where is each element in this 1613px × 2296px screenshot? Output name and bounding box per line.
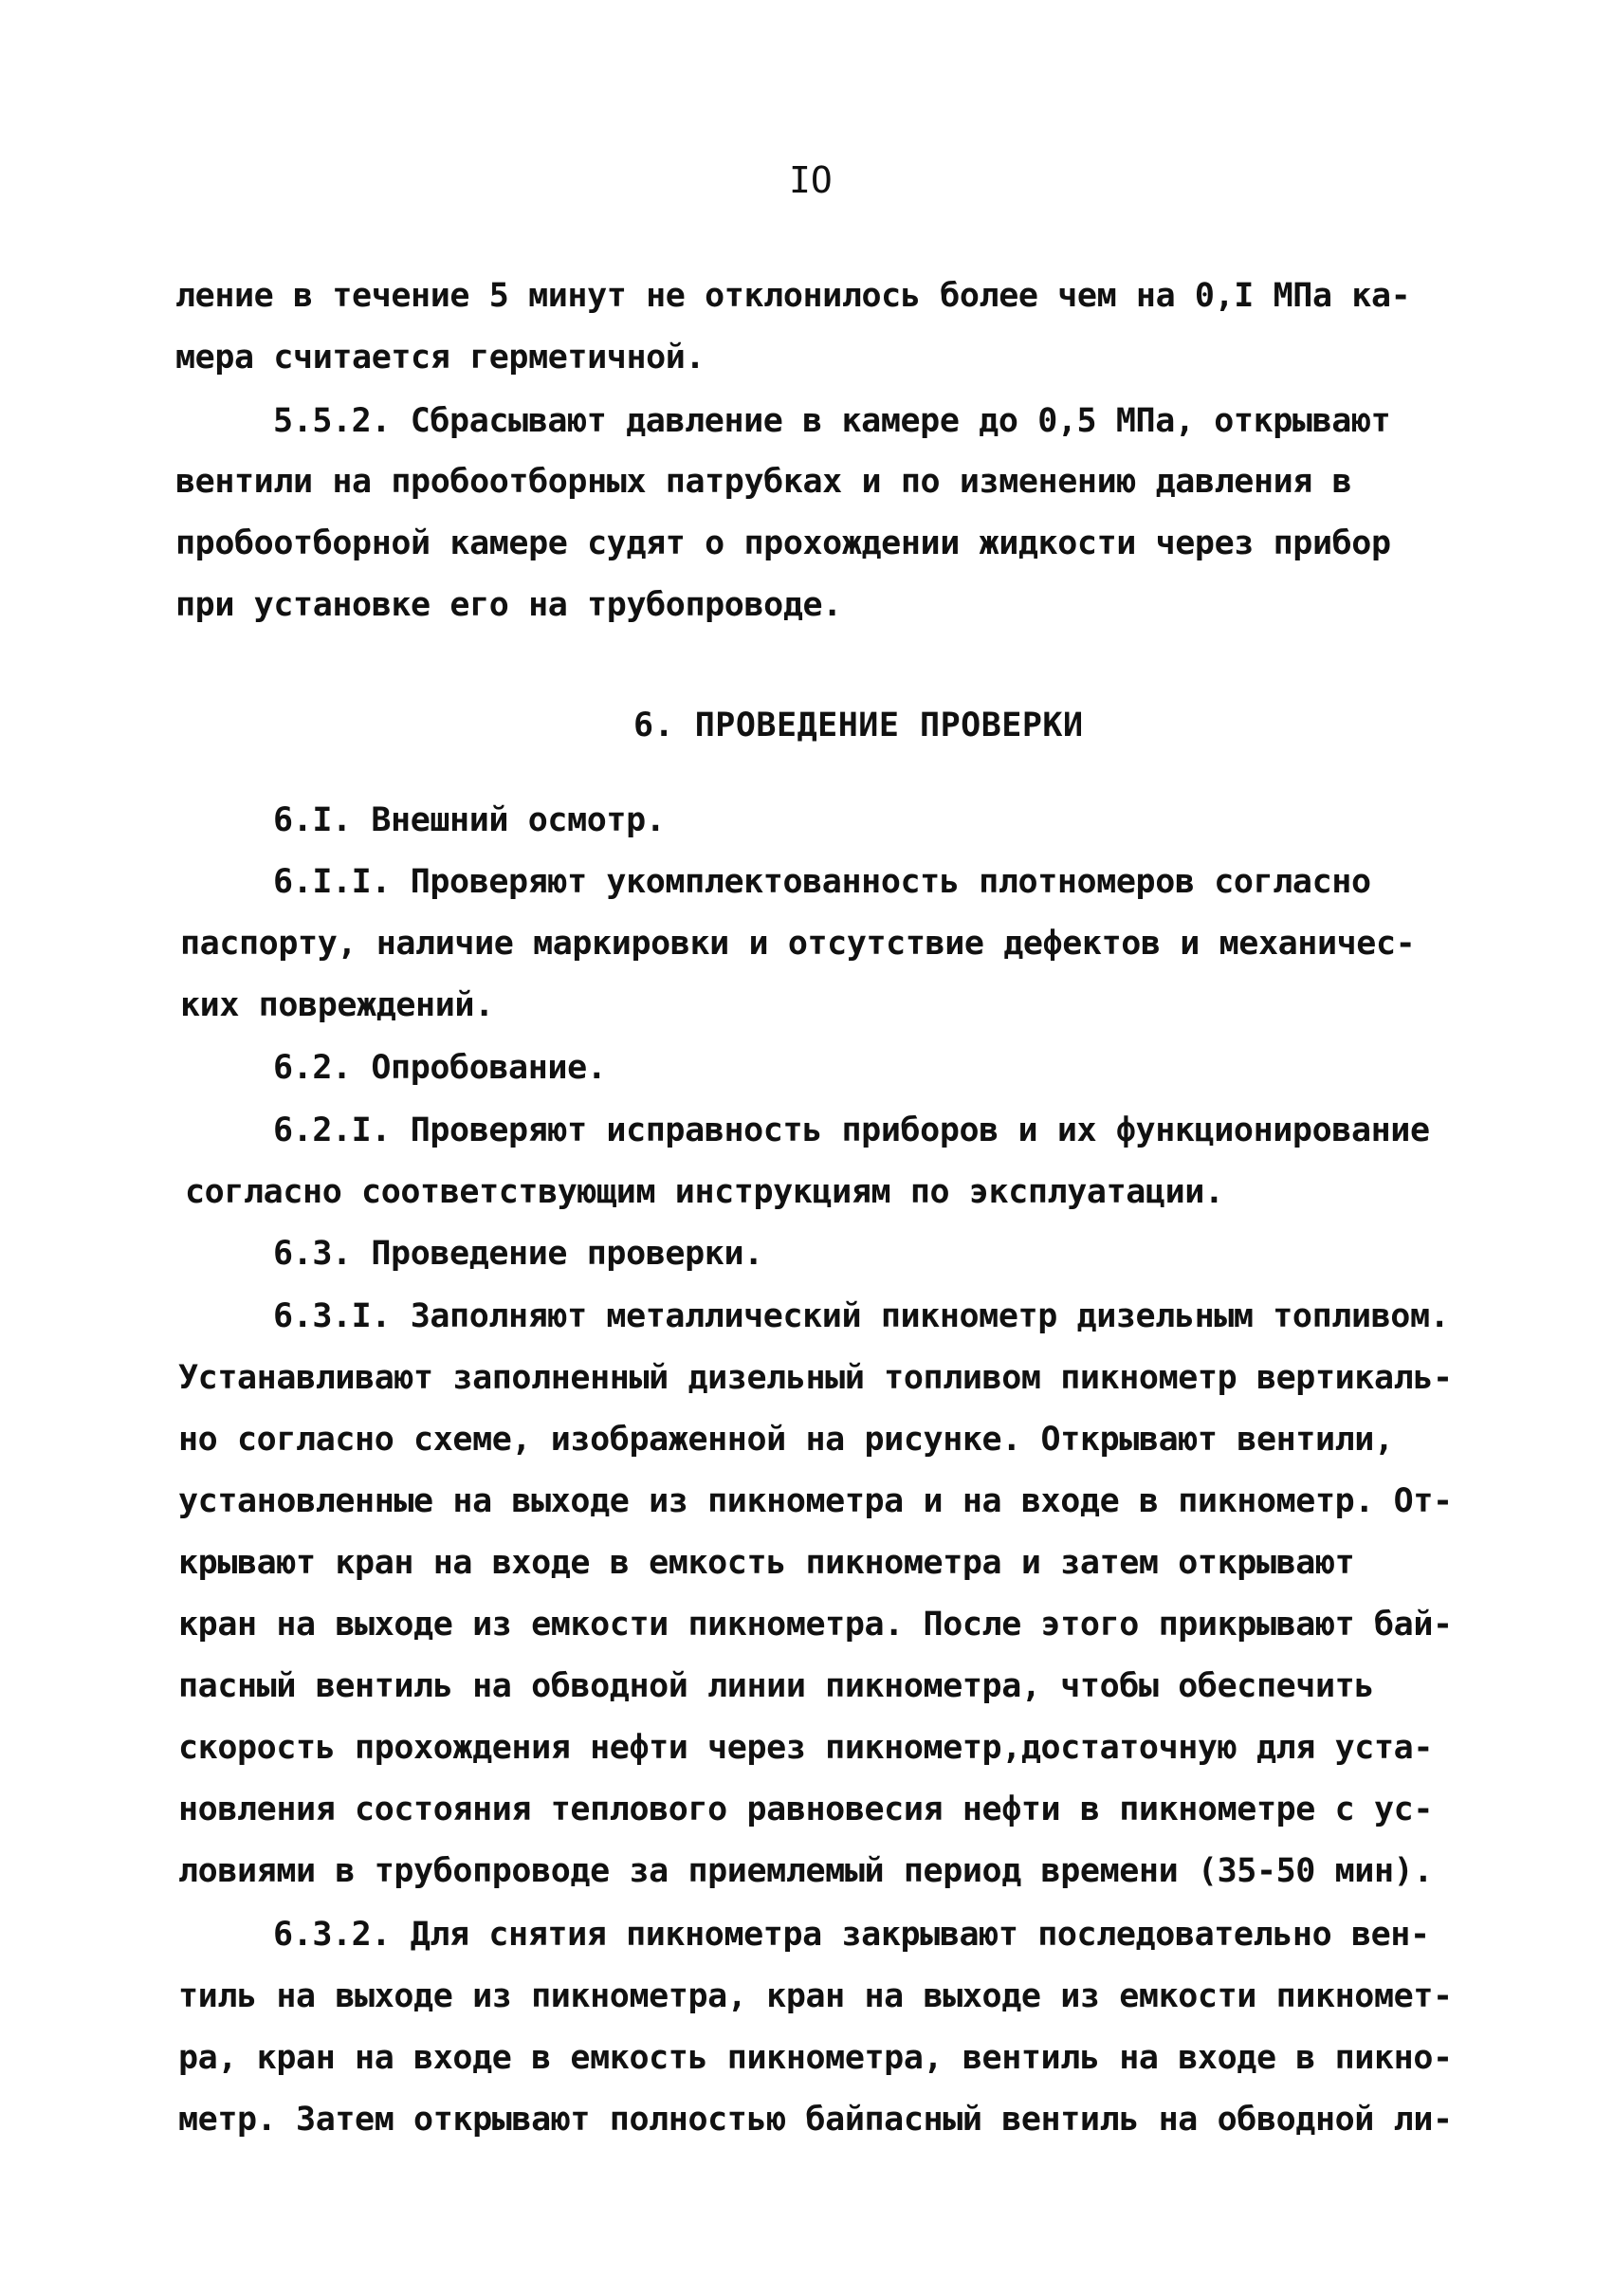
text-line: ление в течение 5 минут не отклонилось более чем на 0,I МПа ка- [175,277,1411,315]
text-line: но согласно схеме, изображенной на рисунке. Открывают вентили, [178,1421,1394,1459]
section-heading: 6. ПРОВЕДЕНИЕ ПРОВЕРКИ [633,707,1084,744]
text-line: метр. Затем открывают полностью байпасный вентиль на обводной ли- [178,2101,1453,2139]
subsection-title: 6.2. Опробование. [273,1049,607,1087]
text-line: мера считается герметичной. [175,339,706,377]
text-line: пасный вентиль на обводной линии пикнометра, чтобы обеспечить [178,1667,1374,1705]
text-line: ловиями в трубопроводе за приемлемый период времени (35-50 мин). [178,1852,1433,1890]
text-line: 5.5.2. Сбрасывают давление в камере до 0,5 МПа, открывают [273,402,1391,440]
text-line: вентили на пробоотборных патрубках и по изменению давления в [175,463,1352,501]
text-line: кран на выходе из емкости пикнометра. После этого прикрывают бай- [178,1606,1453,1644]
text-line: ра, кран на входе в емкость пикнометра, вентиль на входе в пикно- [178,2039,1453,2077]
text-line: 6.3.2. Для снятия пикнометра закрывают последовательно вен- [273,1916,1430,1954]
text-line: при установке его на трубопроводе. [175,586,842,624]
text-line: 6.I.I. Проверяют укомплектованность плотномеров согласно [273,863,1371,901]
text-line: Устанавливают заполненный дизельный топливом пикнометр вертикаль- [178,1359,1453,1397]
text-line: ких повреждений. [180,986,494,1024]
text-line: 6.2.I. Проверяют исправность приборов и их функционирование [273,1111,1430,1149]
text-line: крывают кран на входе в емкость пикнометра и затем открывают [178,1544,1355,1582]
text-line: установленные на выходе из пикнометра и на входе в пикнометр. От- [178,1482,1453,1520]
text-line: тиль на выходе из пикнометра, кран на выходе из емкости пикномет- [178,1977,1453,2015]
subsection-title: 6.3. Проведение проверки. [273,1235,763,1273]
page-number: IO [789,159,833,201]
subsection-title: 6.I. Внешний осмотр. [273,801,666,839]
text-line: скорость прохождения нефти через пикнометр,достаточную для уста- [178,1729,1433,1767]
text-line: паспорту, наличие маркировки и отсутствие дефектов и механичес- [180,925,1416,963]
text-line: согласно соответствующим инструкциям по эксплуатации. [185,1173,1224,1211]
text-line: пробоотборной камере судят о прохождении жидкости через прибор [175,524,1391,562]
text-line: 6.3.I. Заполняют металлический пикнометр дизельным топливом. [273,1297,1450,1335]
text-line: новления состояния теплового равновесия нефти в пикнометре с ус- [178,1791,1433,1828]
